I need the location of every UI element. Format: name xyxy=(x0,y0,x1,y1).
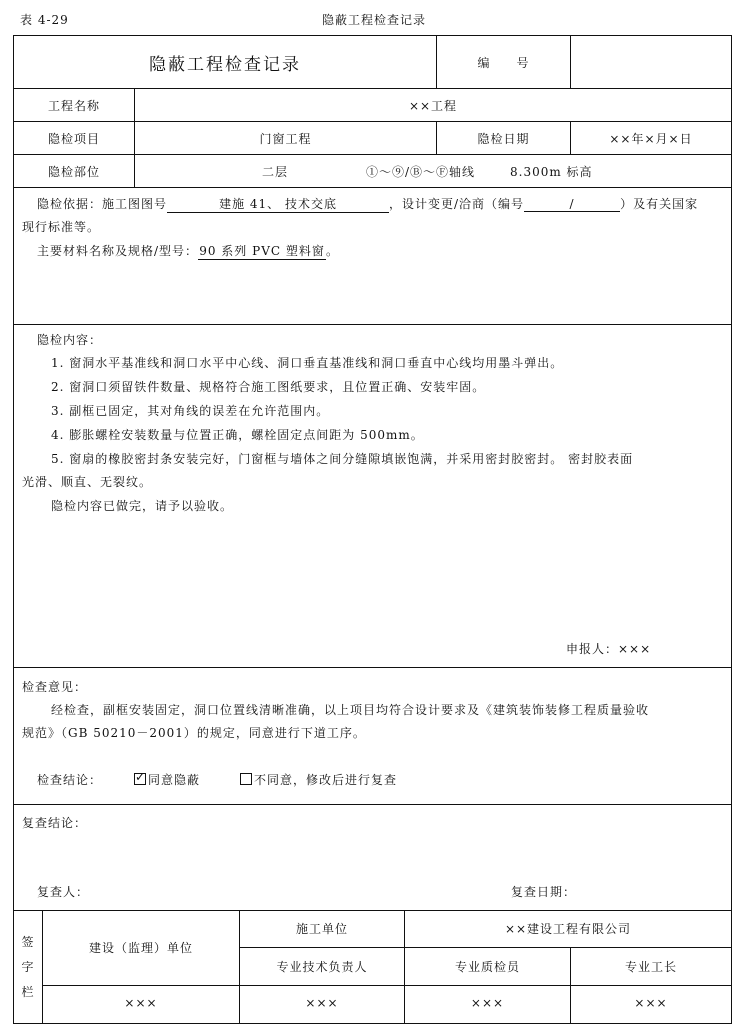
content-item-5-cont: 光滑、顺直、无裂纹。 xyxy=(22,475,153,489)
basis-prefix: 隐检依据：施工图图号 xyxy=(37,197,168,211)
project-name-label: 工程名称 xyxy=(47,99,100,113)
material-value: 90 系列 PVC 塑料窗 xyxy=(199,244,325,258)
date-label: 隐检日期 xyxy=(477,132,530,146)
qc-signature: ××× xyxy=(470,996,505,1010)
owner-signature: ××× xyxy=(124,996,158,1010)
content-item-5: 5. 窗扇的橡胶密封条安装完好，门窗框与墙体之间分缝隙填嵌饱满，并采用密封胶密封。 密封胶表面 xyxy=(51,452,634,466)
material-line xyxy=(37,242,339,260)
basis-line-2: 现行标准等。 xyxy=(22,220,101,234)
agree-checkbox[interactable] xyxy=(134,773,146,785)
content-heading: 隐检内容： xyxy=(37,333,103,347)
agree-option[interactable] xyxy=(134,771,200,788)
basis-suffix: ）及有关国家 xyxy=(620,197,699,211)
material-prefix: 主要材料名称及规格/型号： xyxy=(37,244,199,258)
item-label: 隐检项目 xyxy=(47,132,100,146)
running-title: 隐蔽工程检查记录 xyxy=(321,13,426,27)
material-end: 。 xyxy=(326,244,340,258)
contractor-label: 施工单位 xyxy=(295,922,348,936)
project-name-value: ××工程 xyxy=(408,99,458,113)
content-item-3: 3. 副框已固定，其对角线的误差在允许范围内。 xyxy=(51,404,330,418)
opinion-heading: 检查意见： xyxy=(22,680,88,694)
opinion-line-2: 规范》（GB 50210－2001）的规定，同意进行下道工序。 xyxy=(22,726,366,740)
opinion-line-1: 经检查，副框安装固定，洞口位置线清晰准确，以上项目均符合设计要求及《建筑装饰装修工程质量验收 xyxy=(51,703,650,717)
sign-side-1: 签 xyxy=(21,935,35,949)
form-title: 隐蔽工程检查记录 xyxy=(149,55,301,75)
content-item-1: 1. 窗洞水平基准线和洞口水平中心线、洞口垂直基准线和洞口垂直中心线均用墨斗弹出。 xyxy=(51,356,564,370)
sign-side-3: 栏 xyxy=(21,985,35,999)
recheck-date: 复查日期： xyxy=(511,885,577,899)
disagree-label: 不同意，修改后进行复查 xyxy=(254,773,398,787)
disagree-option[interactable] xyxy=(240,771,397,788)
drawing-number: 建施 41、 技术交底 xyxy=(167,195,389,213)
location-elevation: 8.300m 标高 xyxy=(510,165,593,179)
foreman-signature: ××× xyxy=(634,996,668,1010)
agree-label: 同意隐蔽 xyxy=(148,773,201,787)
recheck-heading: 复查结论： xyxy=(22,816,88,830)
reporter: 申报人：××× xyxy=(566,642,652,656)
date-value: ××年×月×日 xyxy=(609,132,693,146)
content-closing: 隐检内容已做完，请予以验收。 xyxy=(51,499,234,513)
qc-label: 专业质检员 xyxy=(454,960,520,974)
disagree-checkbox[interactable] xyxy=(240,773,252,785)
foreman-label: 专业工长 xyxy=(624,960,677,974)
content-item-4: 4. 膨胀螺栓安装数量与位置正确，螺栓固定点间距为 500mm。 xyxy=(51,428,424,442)
item-value: 门窗工程 xyxy=(259,132,312,146)
tech-lead-label: 专业技术负责人 xyxy=(276,960,368,974)
basis-line xyxy=(37,195,698,213)
contractor-name: ××建设工程有限公司 xyxy=(504,922,632,936)
owner-label: 建设（监理）单位 xyxy=(88,941,193,955)
sign-side-2: 字 xyxy=(21,960,35,974)
conclusion-label: 检查结论： xyxy=(37,773,103,787)
basis-middle: ，设计变更/洽商（编号 xyxy=(389,197,525,211)
content-item-2: 2. 窗洞口须留铁件数量、规格符合施工图纸要求，且位置正确、安装牢固。 xyxy=(51,380,486,394)
change-number: / xyxy=(524,197,620,212)
tech-lead-signature: ××× xyxy=(305,996,339,1010)
location-axis: ①～⑨/Ⓑ～Ⓕ轴线 xyxy=(366,165,476,179)
table-number: 表 4-29 xyxy=(20,13,69,27)
location-label: 隐检部位 xyxy=(47,165,100,179)
recheck-person: 复查人： xyxy=(37,885,90,899)
number-label: 编 号 xyxy=(477,56,530,70)
location-floor: 二层 xyxy=(262,165,289,179)
